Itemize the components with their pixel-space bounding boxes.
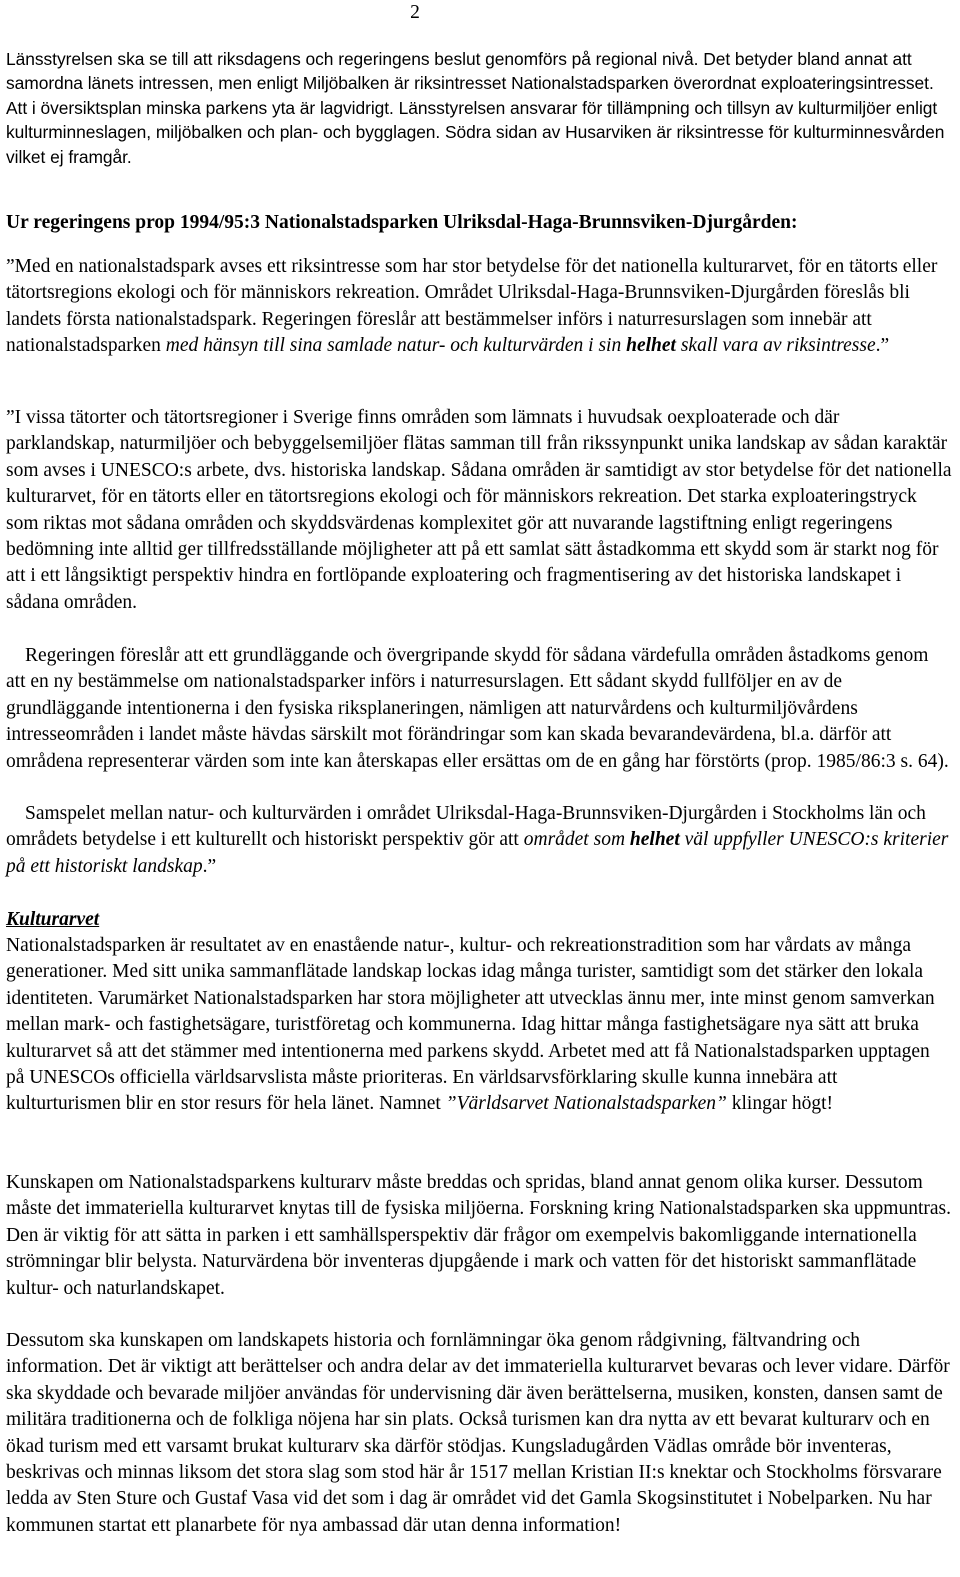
prop-heading: Ur regeringens prop 1994/95:3 Nationalstadsparken Ulriksdal-Haga-Brunnsviken-Djurgården: [6,212,798,233]
kulturarvet-1-end: klingar högt! [726,1093,834,1115]
intro-paragraph: Länsstyrelsen ska se till att riksdagens och regeringens beslut genomförs på regional nivå. Det betyder bland annat att samordna länets intressen, men enligt Miljöbalken är riksintresset Nationalstadsparken överordnat exploateringsintresset. Att i översiktsplan minska parkens yta är lagvidrigt. Länsstyrelsen ansvarar för tillämpning och tillsyn av kulturmiljöer enligt kulturminneslagen, miljöbalken och plan- och bygglagen. Södra sidan av Husarviken är riksintresse för kulturminnesvården vilket ej framgår. [6,49,945,167]
quote-4-end: .” [202,855,217,877]
quote-4-emphasis-end: väl uppfyller UNESCO:s kriterier på ett historiskt landskap [6,829,949,877]
quote-paragraph-4 [6,801,952,880]
quote-4-text: Samspelet mellan natur- och kulturvärden i området Ulriksdal-Haga-Brunnsviken-Djurgården i Stockholms län och områdets betydelse i ett kulturellt och historiskt perspektiv gör att [6,803,926,851]
kulturarvet-paragraph-1 [6,933,952,1118]
page-number: 2 [410,2,420,23]
quote-paragraph-2: ”I vissa tätorter och tätortsregioner i Sverige finns områden som lämnats i huvudsak oexploaterade och där parklandskap, naturmiljöer och bebyggelsemiljöer flätas samman till från rikssynpunkt unika landskap av sådan karaktär som avses i UNESCO:s arbete, dvs. historiska landskap. Sådana områden är samtidigt av stor betydelse för det nationella kulturarvet, för en tätorts eller en tätortsregions ekologi och för människors rekreation. Det starka exploateringstryck som riktas mot sådana områden och skyddsvärdenas komplexitet gör att nuvarande lagstiftning enligt regeringens bedömning inte alltid ger tillfredsställande möjligheter att på ett samlat sätt åstadkomma ett skydd som är starkt nog för att i ett långsiktigt perspektiv hindra en fortlöpande exploatering och fragmentisering av det historiska landskapet i sådana områden. [6,407,952,613]
quote-1-emphasis-end: skall vara av riksintresse [675,335,876,357]
quote-4-strong: helhet [629,829,680,851]
quote-1-end: .” [875,335,890,357]
quote-1-emphasis: med hänsyn till sina samlade natur- och kulturvärden i sin [165,335,627,357]
section-title-kulturarvet: Kulturarvet [6,909,100,930]
quote-1-strong: helhet [626,335,676,357]
quote-paragraph-3: Regeringen föreslår att ett grundläggande och övergripande skydd för sådana värdefulla områden åstadkoms genom att en ny bestämmelse om nationalstadsparker införs i naturresurslagen. Ett sådant skydd fullföljer en av de grundläggande intentionerna i den fysiska riksplaneringen, nämligen att naturvårdens och kulturmiljövårdens intresseområden i landet måste hävdas särskilt mot förändringar som kan skada bevarandevärdena, bl.a. därför att områdena representerar värden som inte kan återskapas eller ersättas om de en gång har förstörts (prop. 1985/86:3 s. 64). [6,645,949,772]
kulturarvet-paragraph-2: Kunskapen om Nationalstadsparkens kulturarv måste breddas och spridas, bland annat genom olika kurser. Dessutom måste det immateriella kulturarvet knytas till de fysiska miljöerna. Forskning kring Nationalstadsparken ska uppmuntras. Den är viktig för att sätta in parken i ett samhällsperspektiv där frågor om exempelvis bakomliggande internationella strömningar blir belysta. Naturvärdena bör inventeras djupgående i mark och vatten för det historiskt sammanflätade kultur- och naturlandskapet. [6,1172,951,1299]
quote-1-text: ”Med en nationalstadspark avses ett riksintresse som har stor betydelse för det nationella kulturarvet, för en tätorts eller tätortsregions ekologi och för människors rekreation. Området Ulriksdal-Haga-Brunnsviken-Djurgården föreslås bli landets första nationalstadspark. Regeringen föreslår att bestämmelser införs i naturresurslagen som innebär att nationalstadsparken [6,256,938,357]
kulturarvet-paragraph-3: Dessutom ska kunskapen om landskapets historia och fornlämningar öka genom rådgivning, fältvandring och information. Det är viktigt att berättelser och andra delar av det immateriella kulturarvet bevaras och lever vidare. Därför ska skyddade och bevarade miljöer användas för undervisning där även berättelserna, musiken, konsten, dansen samt de militära traditionerna och de folkliga nöjena har sin plats. Också turismen kan dra nytta av ett bevarat kulturarv och en ökad turism med ett varsamt brukat kulturarv ska därför stödjas. Kungsladugården Vädlas område bör inventeras, beskrivas och minnas liksom det stora slag som stod här år 1517 mellan Kristian II:s knektar och Stockholms försvarare ledda av Sten Sture och Gustaf Vasa vid det som i dag är området vid det Gamla Skogsinstitutet i Nobelparken. Nu har kommunen startat ett planarbete för nya ambassad där utan denna information! [6,1330,950,1536]
quote-4-emphasis: området som [523,829,630,851]
kulturarvet-1-text: Nationalstadsparken är resultatet av en enastående natur-, kultur- och rekreationstradition som har vårdats av många generationer. Med sitt unika sammanflätade landskap lockas idag många turister, samtidigt som det stärker den lokala identiteten. Varumärket Nationalstadsparken har stora möjligheter att utvecklas ännu mer, inte minst genom samverkan mellan mark- och fastighetsägare, turistföretag och kommunerna. Idag hittar många fastighetsägare nya sätt att bruka kulturarvet så att det stämmer med intentionerna med parkens skydd. Arbetet med att få Nationalstadsparken upptagen på UNESCOs officiella världsarvslista måste prioriteras. En världsarvsförklaring skulle kunna innebära att kulturturismen blir en stor resurs för hela länet. Namnet [6,935,935,1115]
quote-paragraph-1 [6,254,952,360]
kulturarvet-1-emphasis: ”Världsarvet Nationalstadsparken” [445,1093,727,1115]
